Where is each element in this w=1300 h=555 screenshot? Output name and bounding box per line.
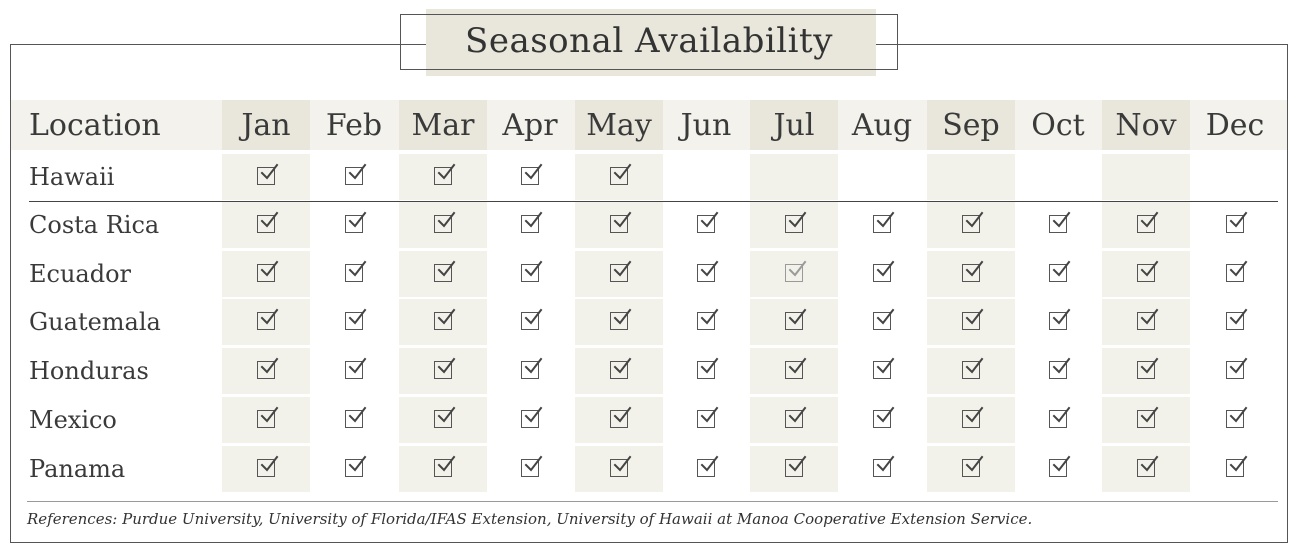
- location-header: Location: [29, 108, 161, 143]
- checked-box-icon: [962, 361, 980, 379]
- checked-box-icon: [345, 264, 363, 282]
- checked-box-icon: [1226, 264, 1244, 282]
- checked-box-icon: [873, 312, 891, 330]
- checked-box-icon: [610, 312, 628, 330]
- checked-box-icon: [697, 264, 715, 282]
- checked-box-icon: [962, 215, 980, 233]
- checked-box-icon: [257, 264, 275, 282]
- row-label: Mexico: [29, 406, 117, 434]
- checked-box-icon: [434, 459, 452, 477]
- checked-box-icon: [610, 264, 628, 282]
- month-header-apr: Apr: [502, 108, 558, 143]
- row-label: Honduras: [29, 357, 149, 385]
- checked-box-icon: [697, 215, 715, 233]
- month-header-feb: Feb: [325, 108, 383, 143]
- checked-box-icon: [434, 410, 452, 428]
- checked-box-icon: [873, 215, 891, 233]
- row-label: Panama: [29, 455, 126, 483]
- month-header-aug: Aug: [851, 108, 913, 143]
- checked-box-icon: [257, 410, 275, 428]
- footer-separator: [27, 501, 1278, 502]
- checked-box-icon: [1226, 215, 1244, 233]
- checked-box-icon: [521, 215, 539, 233]
- checked-box-icon: [434, 312, 452, 330]
- checked-box-icon: [521, 459, 539, 477]
- checked-box-icon: [610, 459, 628, 477]
- month-header-jul: Jul: [773, 108, 815, 143]
- month-header-mar: Mar: [411, 108, 475, 143]
- checked-box-icon: [697, 361, 715, 379]
- month-header-may: May: [586, 108, 652, 143]
- checked-box-icon: [697, 410, 715, 428]
- month-header-jun: Jun: [680, 108, 732, 143]
- checked-box-icon: [1137, 459, 1155, 477]
- checked-box-icon: [1049, 215, 1067, 233]
- row-label: Guatemala: [29, 308, 161, 336]
- checked-box-icon: [785, 459, 803, 477]
- checked-box-icon: [521, 361, 539, 379]
- checked-box-icon: [257, 361, 275, 379]
- month-header-dec: Dec: [1205, 108, 1265, 143]
- checked-box-icon: [1226, 410, 1244, 428]
- checked-box-icon: [521, 410, 539, 428]
- checked-box-icon: [345, 215, 363, 233]
- checked-box-icon: [1049, 410, 1067, 428]
- row-label: Hawaii: [29, 163, 115, 191]
- checked-box-icon: [257, 312, 275, 330]
- checked-box-icon: [345, 410, 363, 428]
- month-header-oct: Oct: [1031, 108, 1085, 143]
- hawaii-separator: [29, 201, 1278, 202]
- checked-box-icon: [1049, 459, 1067, 477]
- checked-box-icon: [962, 312, 980, 330]
- checked-box-icon: [610, 167, 628, 185]
- checked-box-icon: [873, 459, 891, 477]
- checked-box-icon: [434, 361, 452, 379]
- checked-box-icon: [1137, 215, 1155, 233]
- checked-box-icon: [1137, 410, 1155, 428]
- checked-box-icon: [785, 264, 803, 282]
- checked-box-icon: [785, 361, 803, 379]
- checked-box-icon: [610, 215, 628, 233]
- checked-box-icon: [345, 361, 363, 379]
- checked-box-icon: [521, 264, 539, 282]
- checked-box-icon: [345, 167, 363, 185]
- checked-box-icon: [521, 312, 539, 330]
- checked-box-icon: [1137, 312, 1155, 330]
- column-cell-shade: [927, 154, 1015, 200]
- checked-box-icon: [1226, 459, 1244, 477]
- checked-box-icon: [962, 264, 980, 282]
- checked-box-icon: [1226, 312, 1244, 330]
- checked-box-icon: [873, 264, 891, 282]
- checked-box-icon: [785, 410, 803, 428]
- column-cell-shade: [750, 154, 838, 200]
- checked-box-icon: [434, 264, 452, 282]
- checked-box-icon: [610, 410, 628, 428]
- checked-box-icon: [257, 167, 275, 185]
- checked-box-icon: [962, 459, 980, 477]
- checked-box-icon: [873, 410, 891, 428]
- month-header-nov: Nov: [1115, 108, 1177, 143]
- month-header-jan: Jan: [241, 108, 291, 143]
- checked-box-icon: [962, 410, 980, 428]
- checked-box-icon: [873, 361, 891, 379]
- checked-box-icon: [1137, 361, 1155, 379]
- checked-box-icon: [257, 459, 275, 477]
- column-cell-shade: [1102, 154, 1190, 200]
- checked-box-icon: [257, 215, 275, 233]
- checked-box-icon: [1049, 264, 1067, 282]
- checked-box-icon: [697, 312, 715, 330]
- checked-box-icon: [521, 167, 539, 185]
- checked-box-icon: [785, 312, 803, 330]
- checked-box-icon: [434, 215, 452, 233]
- row-label: Ecuador: [29, 260, 132, 288]
- checked-box-icon: [610, 361, 628, 379]
- checked-box-icon: [1049, 361, 1067, 379]
- references-note: References: Purdue University, University of Florida/IFAS Extension, University of Hawaii at Manoa Cooperative Extension Service.: [27, 510, 1033, 528]
- page-title: Seasonal Availability: [465, 21, 833, 61]
- checked-box-icon: [1049, 312, 1067, 330]
- checked-box-icon: [345, 312, 363, 330]
- checked-box-icon: [1137, 264, 1155, 282]
- month-header-sep: Sep: [942, 108, 1000, 143]
- checked-box-icon: [434, 167, 452, 185]
- checked-box-icon: [345, 459, 363, 477]
- checked-box-icon: [1226, 361, 1244, 379]
- checked-box-icon: [785, 215, 803, 233]
- row-label: Costa Rica: [29, 211, 160, 239]
- checked-box-icon: [697, 459, 715, 477]
